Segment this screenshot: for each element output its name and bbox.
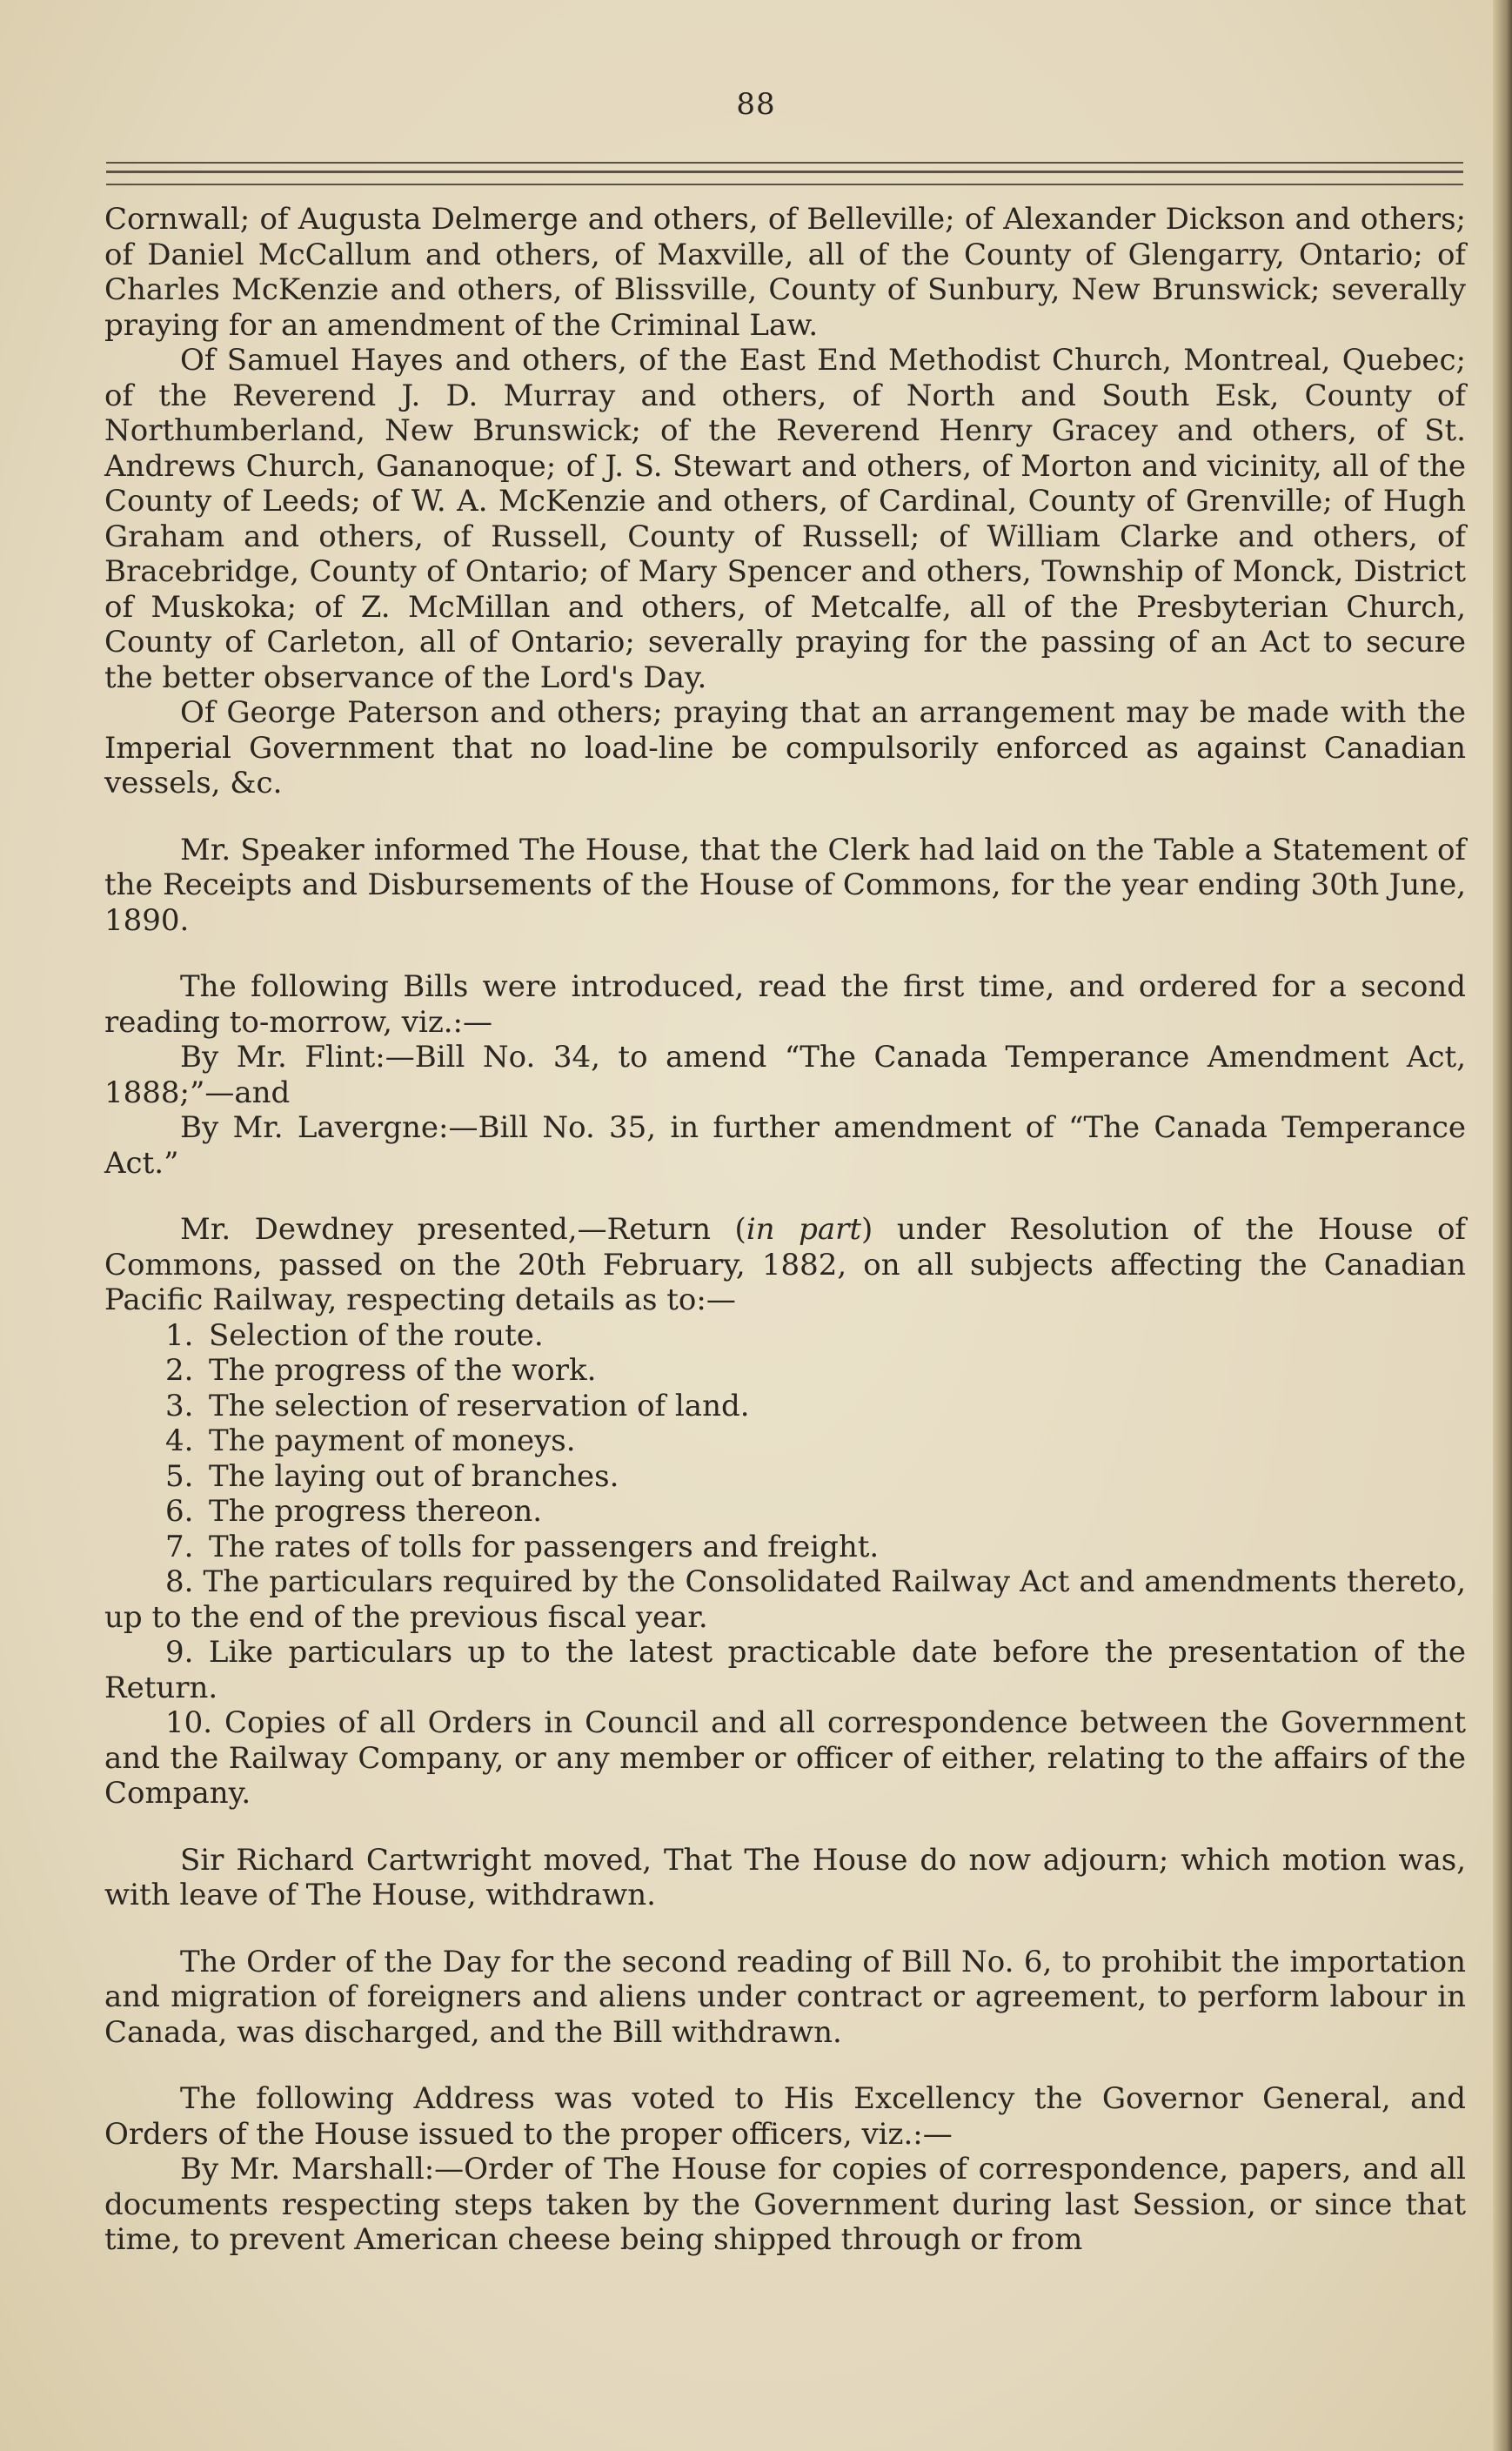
list-item <box>104 1530 1466 1565</box>
paragraph: Of Samuel Hayes and others, of the East End Methodist Church, Montreal, Quebec; of the Reverend J. D. Murray and others, of North and South Esk, County of Northumberland, New Brunswick; of the Reverend Henry Gracey and others, of St. Andrews Church, Gananoque; of J. S. Stewart and others, of Morton and vicinity, all of the County of Leeds; of W. A. McKenzie and others, of Cardinal, County of Grenville; of Hugh Graham and others, of Russell, County of Russell; of William Clarke and others, of Bracebridge, County of Ontario; of Mary Spencer and others, Township of Monck, District of Muskoka; of Z. McMillan and others, of Metcalfe, all of the Presbyterian Church, County of Carleton, all of Ontario; severally praying for the passing of an Act to secure the better observance of the Lord's Day. <box>104 343 1466 695</box>
list-item-text: The payment of moneys. <box>209 1423 576 1458</box>
header-rule <box>106 171 1463 173</box>
list-item-text: Selection of the route. <box>209 1317 544 1353</box>
header-rule <box>106 184 1463 185</box>
list-item-number: 9. <box>165 1635 194 1670</box>
list-item-number: 8. <box>165 1564 194 1599</box>
list-item-number: 3. <box>165 1388 194 1423</box>
list-item-number: 6. <box>165 1494 194 1529</box>
paragraph: Sir Richard Cartwright moved, That The House do now adjourn; which motion was, with leave of The House, withdrawn. <box>104 1842 1466 1912</box>
paragraph: The Order of the Day for the second reading of Bill No. 6, to prohibit the importation and migration of foreigners and aliens under contract or agreement, to perform labour in Canada, was discharged, and the Bill withdrawn. <box>104 1944 1466 2050</box>
paragraph: The following Bills were introduced, read the first time, and ordered for a second reading to-morrow, viz.:— <box>104 969 1466 1040</box>
list-item <box>104 1318 1466 1354</box>
list-item-text: The laying out of branches. <box>209 1458 619 1494</box>
list-item-number: 4. <box>165 1423 194 1458</box>
paragraph: By Mr. Lavergne:—Bill No. 35, in further amendment of “The Canada Temperance Act.” <box>104 1110 1466 1181</box>
list-item-text: Copies of all Orders in Council and all correspondence between the Government and the Railway Company, or any member or officer of either, relating to the affairs of the Company. <box>104 1705 1466 1811</box>
header-rule <box>106 162 1463 164</box>
paragraph: Of George Paterson and others; praying that an arrangement may be made with the Imperial Government that no load-line be compulsorily enforced as against Canadian vessels, &c. <box>104 695 1466 800</box>
list-item-text: The progress thereon. <box>209 1494 543 1529</box>
paragraph: The following Address was voted to His Excellency the Governor General, and Orders of the House issued to the proper officers, viz.:— <box>104 2081 1466 2152</box>
list-item <box>104 1705 1466 1811</box>
list-item-text: The rates of tolls for passengers and freight. <box>209 1529 880 1564</box>
list-item-number: 5. <box>165 1458 194 1494</box>
page-edge <box>1493 0 1512 2451</box>
list-item <box>104 1459 1466 1495</box>
list-item-number: 7. <box>165 1529 194 1564</box>
list-item-text: Like particulars up to the latest practicable date before the presentation of the Return. <box>104 1635 1466 1705</box>
list-item-number: 1. <box>165 1317 194 1353</box>
paragraph: By Mr. Flint:—Bill No. 34, to amend “The Canada Temperance Amendment Act, 1888;”—and <box>104 1040 1466 1110</box>
page-number: 88 <box>736 87 776 122</box>
list-item <box>104 1423 1466 1459</box>
list-item <box>104 1564 1466 1635</box>
paragraph: By Mr. Marshall:—Order of The House for copies of correspondence, papers, and all documents respecting steps taken by the Government during last Session, or since that time, to prevent American cheese being shipped through or from <box>104 2152 1466 2257</box>
paragraph: Cornwall; of Augusta Delmerge and others, of Belleville; of Alexander Dickson and others; of Daniel McCallum and others, of Maxville, all of the County of Glengarry, Ontario; of Charles McKenzie and others, of Blissville, County of Sunbury, New Brunswick; severally praying for an amendment of the Criminal Law. <box>104 202 1466 343</box>
list-item-text: The particulars required by the Consolidated Railway Act and amendments thereto, up to the end of the previous fiscal year. <box>104 1564 1466 1635</box>
list-item <box>104 1635 1466 1705</box>
list-item <box>104 1353 1466 1389</box>
list-item-text: The progress of the work. <box>209 1353 597 1388</box>
paragraph-text: Mr. Dewdney presented,—Return ( <box>180 1212 746 1247</box>
list-item-number: 2. <box>165 1353 194 1388</box>
italic-text: in part <box>746 1212 862 1247</box>
paragraph: Mr. Speaker informed The House, that the Clerk had laid on the Table a Statement of the Receipts and Disbursements of the House of Commons, for the year ending 30th June, 1890. <box>104 832 1466 938</box>
paragraph-text: ) under Resolution of the House of Commons, passed on the 20th February, 1882, on all subjects affecting the Canadian Pacific Railway, respecting details as to:— <box>104 1212 1466 1317</box>
list-item <box>104 1494 1466 1530</box>
list-item-text: The selection of reservation of land. <box>209 1388 750 1423</box>
list-item-number: 10. <box>165 1705 213 1740</box>
body-text <box>104 202 1466 2258</box>
paragraph <box>104 1212 1466 1318</box>
list-item <box>104 1389 1466 1424</box>
